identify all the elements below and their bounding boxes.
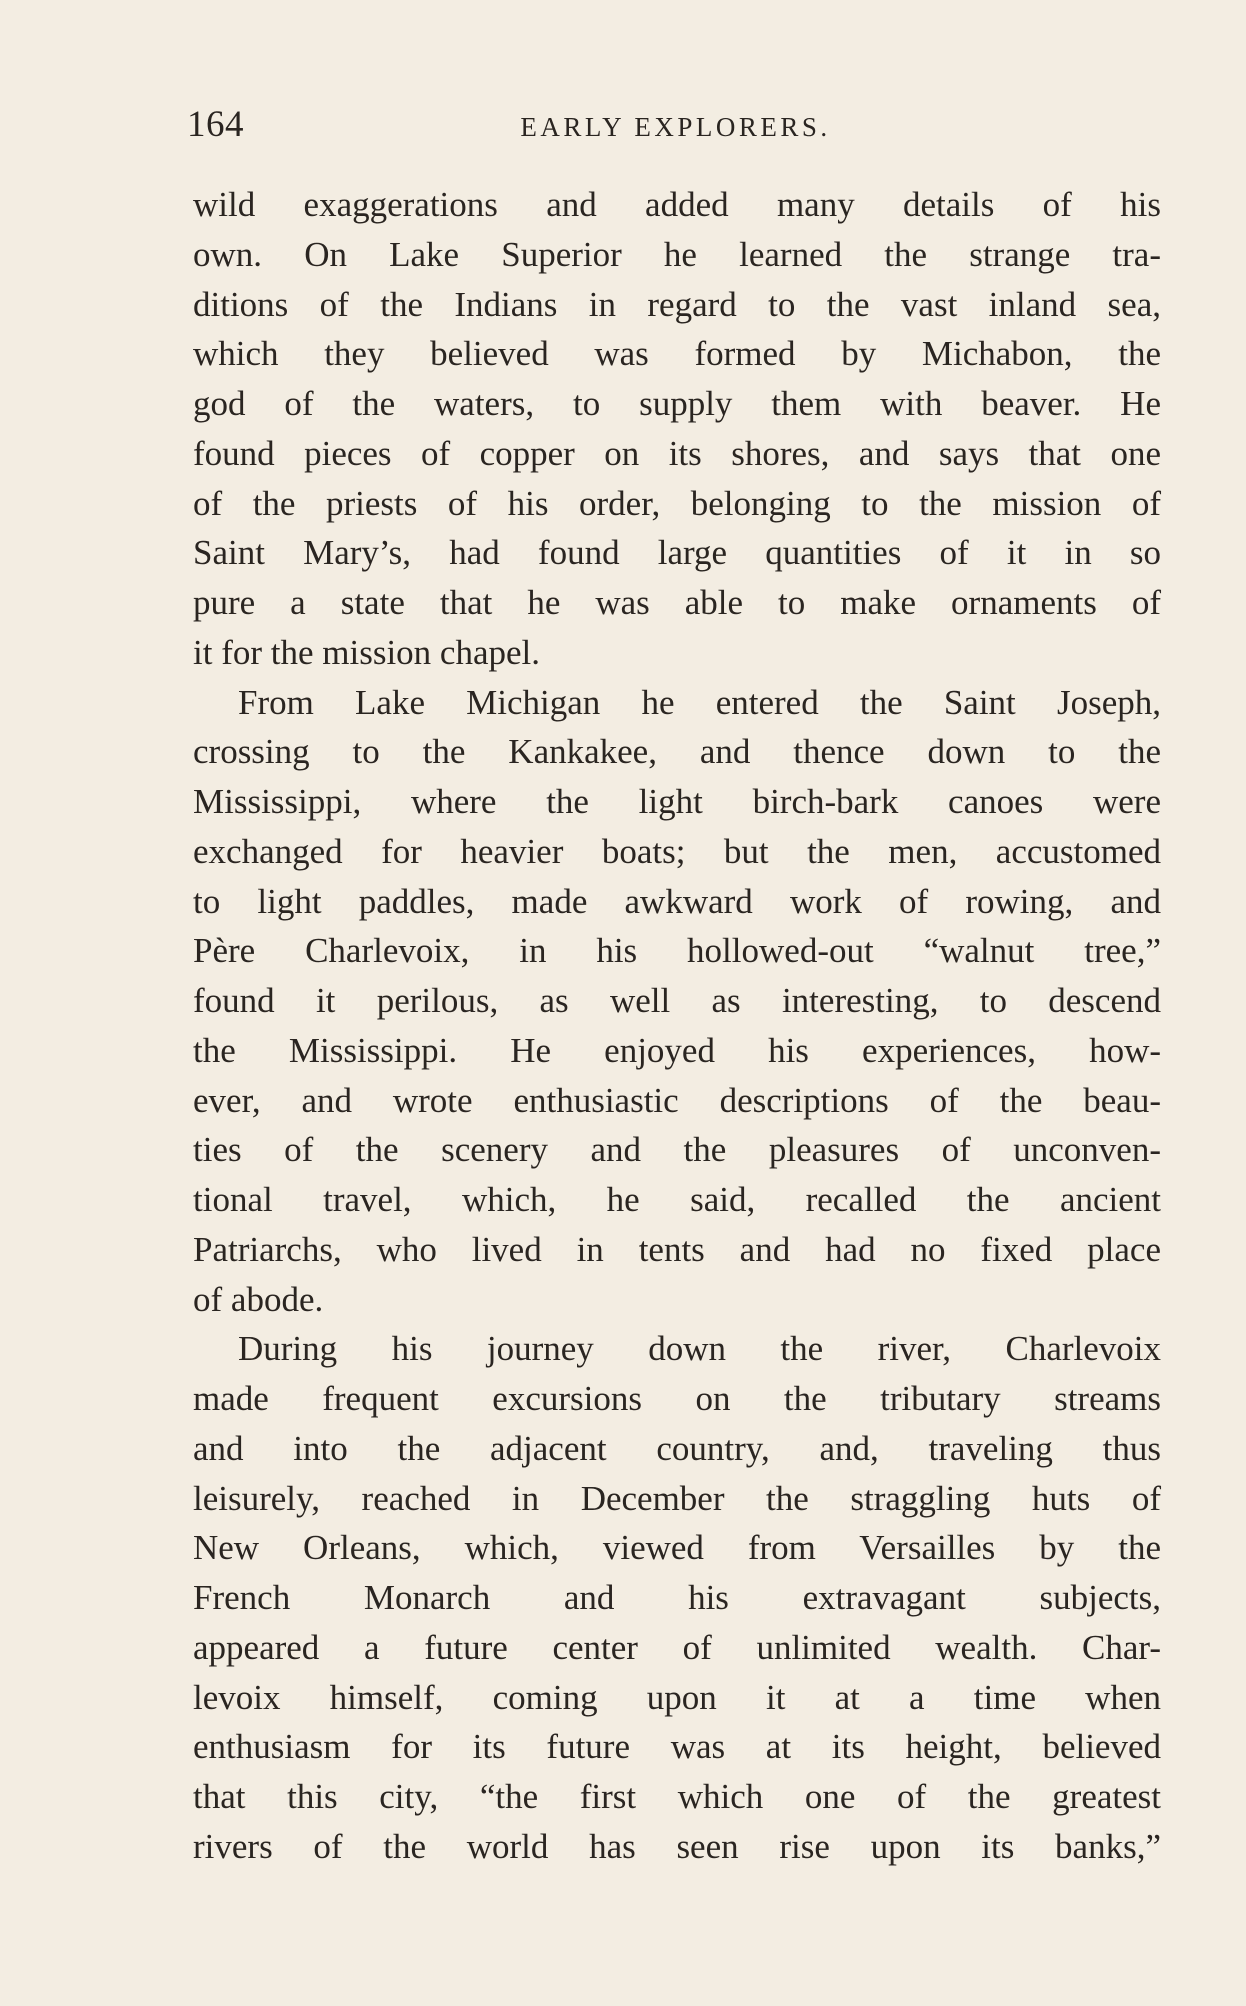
text-line: wild exaggerations and added many details of his — [193, 185, 1161, 224]
text-line: ever, and wrote enthusiastic descriptions of the beau- — [193, 1080, 1161, 1120]
text-line: New Orleans, which, viewed from Versailles by the — [193, 1528, 1161, 1568]
paragraph-start-line: From Lake Michigan he entered the Saint Joseph, — [238, 682, 1161, 722]
text-line: ditions of the Indians in regard to the vast inland sea, — [193, 284, 1161, 324]
text-line: own. On Lake Superior he learned the strange tra- — [193, 234, 1161, 274]
text-line: and into the adjacent country, and, traveling thus — [193, 1428, 1161, 1468]
text-line: found pieces of copper on its shores, and says that one — [193, 433, 1161, 473]
text-line: Mississippi, where the light birch-bark canoes were — [193, 782, 1161, 821]
text-line: rivers of the world has seen rise upon its banks,” — [193, 1826, 1161, 1866]
body-text — [193, 180, 1161, 1872]
text-line: crossing to the Kankakee, and thence down to the — [193, 732, 1161, 772]
text-line: appeared a future center of unlimited wealth. Char- — [193, 1627, 1161, 1667]
paragraph-end-line: it for the mission chapel. — [193, 632, 541, 672]
paragraph-start-line: During his journey down the river, Charlevoix — [238, 1329, 1161, 1369]
text-line: found it perilous, as well as interesting, to descend — [193, 981, 1161, 1020]
text-line: god of the waters, to supply them with beaver. He — [193, 384, 1161, 423]
text-line: the Mississippi. He enjoyed his experiences, how- — [193, 1030, 1161, 1070]
text-line: Père Charlevoix, in his hollowed-out “walnut tree,” — [193, 931, 1161, 971]
text-line: Saint Mary’s, had found large quantities of it in so — [193, 533, 1161, 573]
text-line: that this city, “the first which one of the greatest — [193, 1777, 1161, 1816]
text-line: which they believed was formed by Michabon, the — [193, 334, 1161, 374]
text-line: of the priests of his order, belonging to the mission of — [193, 483, 1161, 523]
running-head: EARLY EXPLORERS. — [520, 112, 831, 142]
text-line: levoix himself, coming upon it at a time when — [193, 1677, 1161, 1717]
text-line: ties of the scenery and the pleasures of unconven- — [193, 1130, 1161, 1170]
page-header — [187, 100, 1164, 150]
text-line: French Monarch and his extravagant subjects, — [193, 1578, 1161, 1617]
text-line: made frequent excursions on the tributary streams — [193, 1379, 1161, 1418]
paragraph-end-line: of abode. — [193, 1279, 324, 1319]
text-line: exchanged for heavier boats; but the men, accustomed — [193, 831, 1161, 871]
page-number: 164 — [187, 104, 244, 145]
text-line: Patriarchs, who lived in tents and had no fixed place — [193, 1229, 1161, 1269]
text-line: tional travel, which, he said, recalled the ancient — [193, 1180, 1161, 1219]
text-line: to light paddles, made awkward work of rowing, and — [193, 881, 1161, 921]
text-line: leisurely, reached in December the straggling huts of — [193, 1478, 1161, 1518]
text-line: enthusiasm for its future was at its height, believed — [193, 1727, 1161, 1767]
text-line: pure a state that he was able to make ornaments of — [193, 583, 1161, 622]
